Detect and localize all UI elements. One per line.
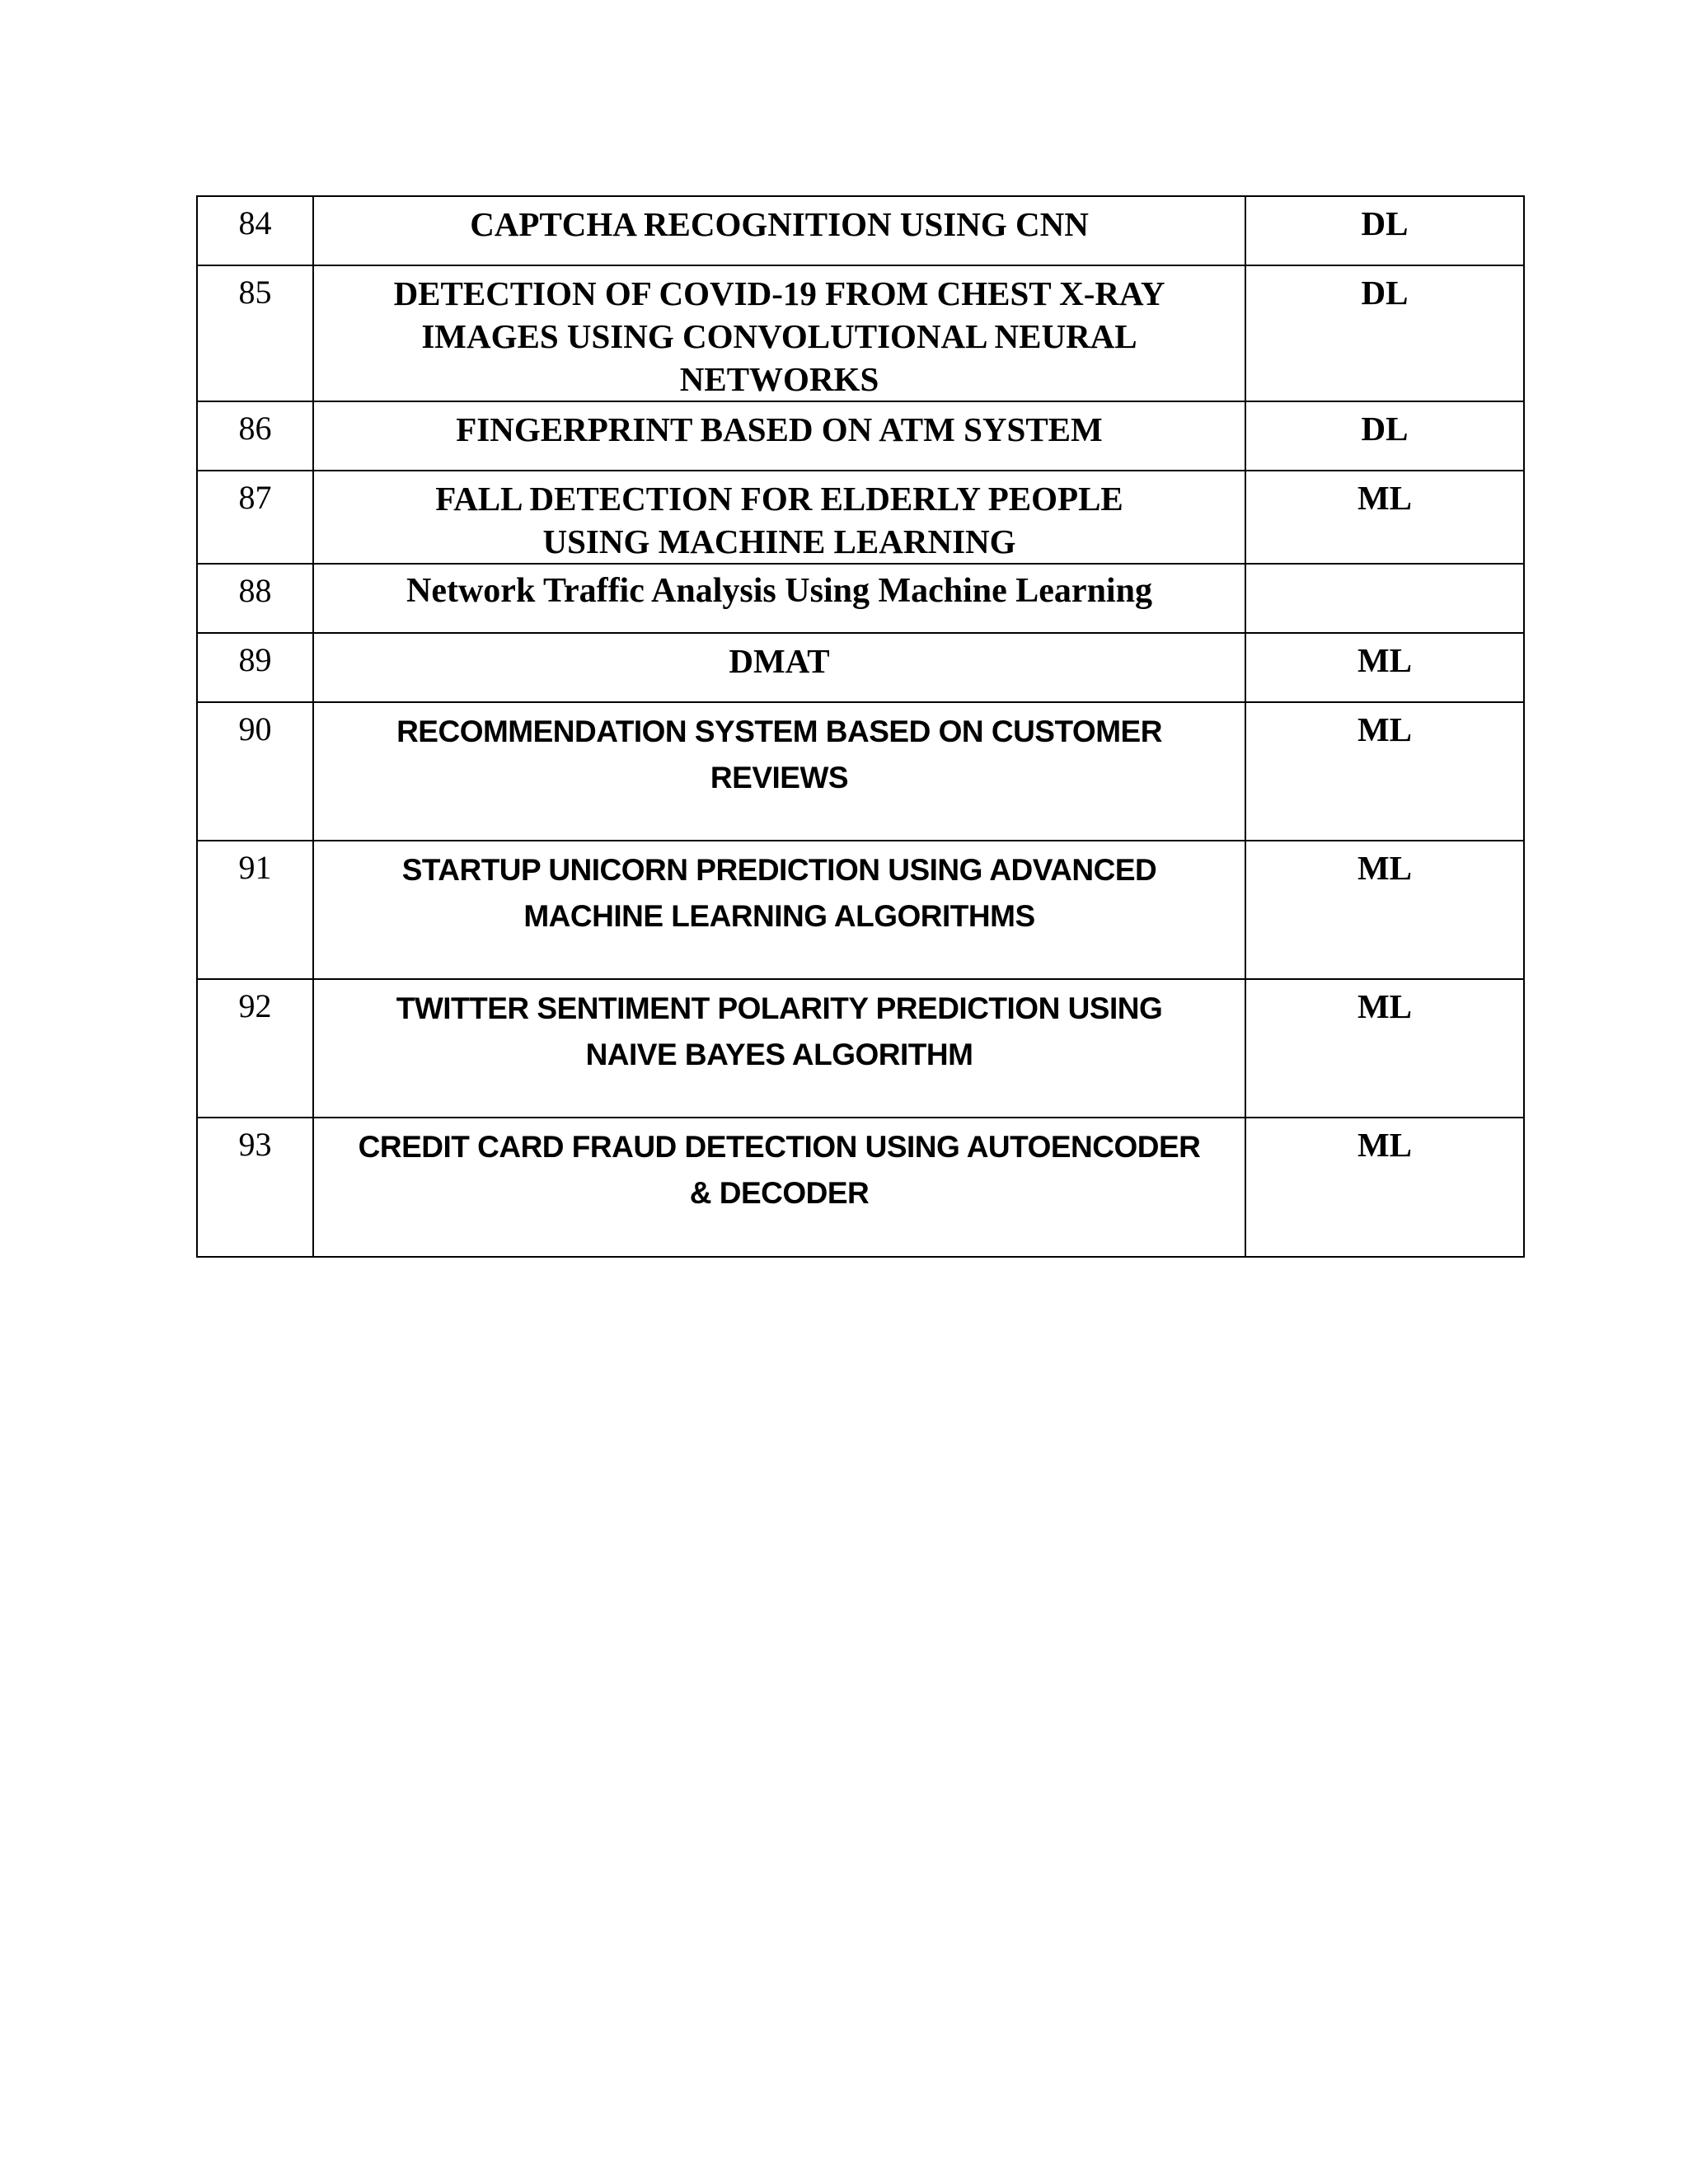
row-number: 86 xyxy=(197,401,313,471)
project-category xyxy=(1245,564,1524,633)
project-title-line: DMAT xyxy=(729,642,830,680)
project-title-line: CAPTCHA RECOGNITION USING CNN xyxy=(470,205,1089,243)
project-title-line: IMAGES USING CONVOLUTIONAL NEURAL xyxy=(421,317,1137,355)
row-number: 87 xyxy=(197,471,313,564)
project-category: DL xyxy=(1245,196,1524,265)
project-category: ML xyxy=(1245,702,1524,841)
project-title xyxy=(313,265,1245,401)
row-number: 92 xyxy=(197,979,313,1118)
project-title xyxy=(313,471,1245,564)
table-row xyxy=(197,841,1524,979)
row-number: 90 xyxy=(197,702,313,841)
project-category: ML xyxy=(1245,979,1524,1118)
project-title-line: Network Traffic Analysis Using Machine Learning xyxy=(406,572,1152,610)
project-title-line: MACHINE LEARNING ALGORITHMS xyxy=(523,899,1035,933)
project-category: DL xyxy=(1245,265,1524,401)
row-number: 89 xyxy=(197,633,313,702)
table-row xyxy=(197,702,1524,841)
project-category: ML xyxy=(1245,1118,1524,1257)
project-title xyxy=(313,1118,1245,1257)
project-title-line: FINGERPRINT BASED ON ATM SYSTEM xyxy=(456,410,1103,448)
project-title-line: USING MACHINE LEARNING xyxy=(542,523,1016,560)
project-category: ML xyxy=(1245,471,1524,564)
project-title xyxy=(313,702,1245,841)
project-title-line: RECOMMENDATION SYSTEM BASED ON CUSTOMER xyxy=(396,715,1162,748)
table-row xyxy=(197,564,1524,633)
project-category: ML xyxy=(1245,841,1524,979)
row-number: 91 xyxy=(197,841,313,979)
project-title xyxy=(313,633,1245,702)
project-category: DL xyxy=(1245,401,1524,471)
row-number: 85 xyxy=(197,265,313,401)
project-title-line: FALL DETECTION FOR ELDERLY PEOPLE xyxy=(435,480,1123,518)
project-title-line: TWITTER SENTIMENT POLARITY PREDICTION USING xyxy=(396,991,1163,1025)
table-row xyxy=(197,265,1524,401)
project-category: ML xyxy=(1245,633,1524,702)
project-title xyxy=(313,196,1245,265)
project-title xyxy=(313,841,1245,979)
row-number: 84 xyxy=(197,196,313,265)
project-title-line: REVIEWS xyxy=(710,761,849,794)
row-number: 88 xyxy=(197,564,313,633)
project-title-line: NAIVE BAYES ALGORITHM xyxy=(585,1038,973,1071)
project-title xyxy=(313,401,1245,471)
project-title xyxy=(313,564,1245,633)
table-row xyxy=(197,633,1524,702)
project-table xyxy=(196,195,1525,1258)
table-row xyxy=(197,401,1524,471)
project-title-line: NETWORKS xyxy=(679,360,879,398)
table-row xyxy=(197,979,1524,1118)
project-title-line: STARTUP UNICORN PREDICTION USING ADVANCED xyxy=(401,853,1157,887)
project-title-line: & DECODER xyxy=(689,1176,870,1210)
project-title-line: CREDIT CARD FRAUD DETECTION USING AUTOENCODER xyxy=(358,1130,1201,1164)
table-row xyxy=(197,196,1524,265)
project-title-line: DETECTION OF COVID-19 FROM CHEST X-RAY xyxy=(393,274,1165,312)
project-title xyxy=(313,979,1245,1118)
table-row xyxy=(197,471,1524,564)
table-row xyxy=(197,1118,1524,1257)
row-number: 93 xyxy=(197,1118,313,1257)
